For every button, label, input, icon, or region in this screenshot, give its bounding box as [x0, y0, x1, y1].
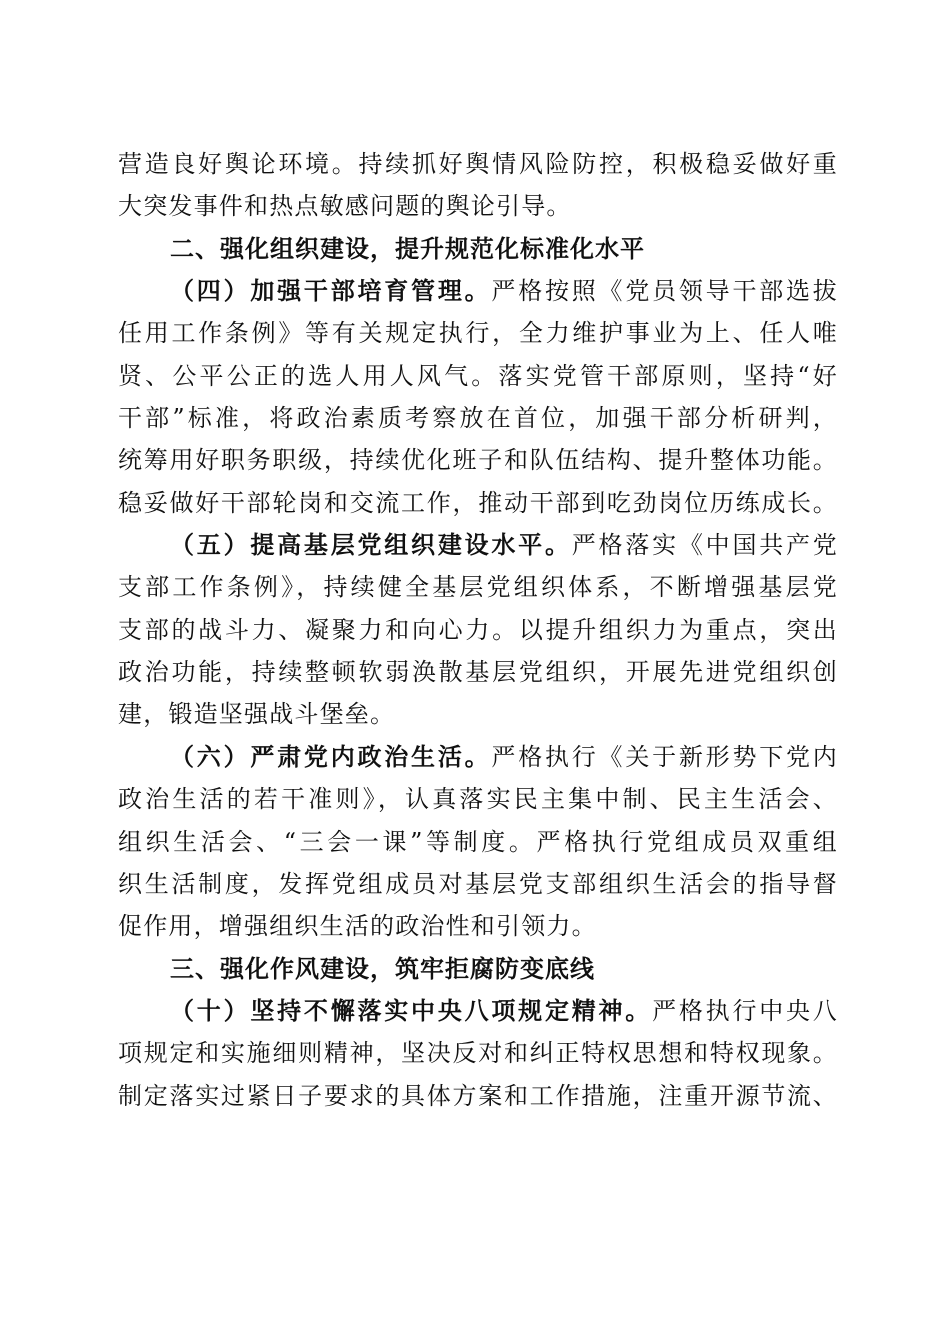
- paragraph-line: 干部”标准，将政治素质考察放在首位，加强干部分析研判，: [118, 404, 838, 433]
- paragraph-line: 织生活制度，发挥党组成员对基层党支部组织生活会的指导督: [118, 869, 838, 898]
- paragraph-line: 支部的战斗力、凝聚力和向心力。以提升组织力为重点，突出: [118, 615, 838, 644]
- paragraph-line: 营造良好舆论环境。持续抓好舆情风险防控，积极稳妥做好重: [118, 150, 838, 178]
- item-text: 严格落实《中国共产党: [571, 531, 838, 560]
- paragraph-line: 项规定和实施细则精神，坚决反对和纠正特权思想和特权现象。: [118, 1039, 838, 1068]
- paragraph-line: 大突发事件和热点敏感问题的舆论引导。: [118, 192, 572, 221]
- section-heading: 二、强化组织建设，提升规范化标准化水平: [170, 234, 645, 263]
- item-title: （四）加强干部培育管理。: [170, 277, 492, 306]
- item-title: （五）提高基层党组织建设水平。: [170, 531, 572, 560]
- paragraph-line: 贤、公平公正的选人用人风气。落实党管干部原则，坚持“好: [118, 361, 838, 390]
- section-heading: 三、强化作风建设，筑牢拒腐防变底线: [170, 954, 595, 983]
- paragraph-line: 制定落实过紧日子要求的具体方案和工作措施，注重开源节流、: [118, 1081, 838, 1110]
- item-title: （六）严肃党内政治生活。: [170, 742, 492, 771]
- paragraph-line: 任用工作条例》等有关规定执行，全力维护事业为上、任人唯: [118, 319, 838, 348]
- paragraph-line: 稳妥做好干部轮岗和交流工作，推动干部到吃劲岗位历练成长。: [118, 488, 838, 517]
- paragraph-line: 组织生活会、“三会一课”等制度。严格执行党组成员双重组: [118, 827, 838, 856]
- paragraph-line: 支部工作条例》，持续健全基层党组织体系，不断增强基层党: [118, 573, 838, 602]
- item-text: 严格按照《党员领导干部选拔: [491, 277, 838, 306]
- paragraph-line: 统筹用好职务职级，持续优化班子和队伍结构、提升整体功能。: [118, 446, 838, 475]
- paragraph-line: 促作用，增强组织生活的政治性和引领力。: [118, 912, 597, 941]
- item-text: 严格执行中央八: [652, 996, 838, 1025]
- paragraph-first-line: [118, 524, 838, 566]
- paragraph-line: 政治生活的若干准则》，认真落实民主集中制、民主生活会、: [118, 785, 838, 814]
- paragraph-line: 政治功能，持续整顿软弱涣散基层党组织，开展先进党组织创: [118, 658, 838, 687]
- item-title: （十）坚持不懈落实中央八项规定精神。: [170, 996, 653, 1025]
- paragraph-first-line: [118, 270, 838, 312]
- document-body: [118, 143, 838, 1117]
- paragraph-first-line: [118, 736, 838, 778]
- paragraph-first-line: [118, 990, 838, 1032]
- item-text: 严格执行《关于新形势下党内: [491, 742, 838, 771]
- paragraph-line: 建，锻造坚强战斗堡垒。: [118, 700, 396, 729]
